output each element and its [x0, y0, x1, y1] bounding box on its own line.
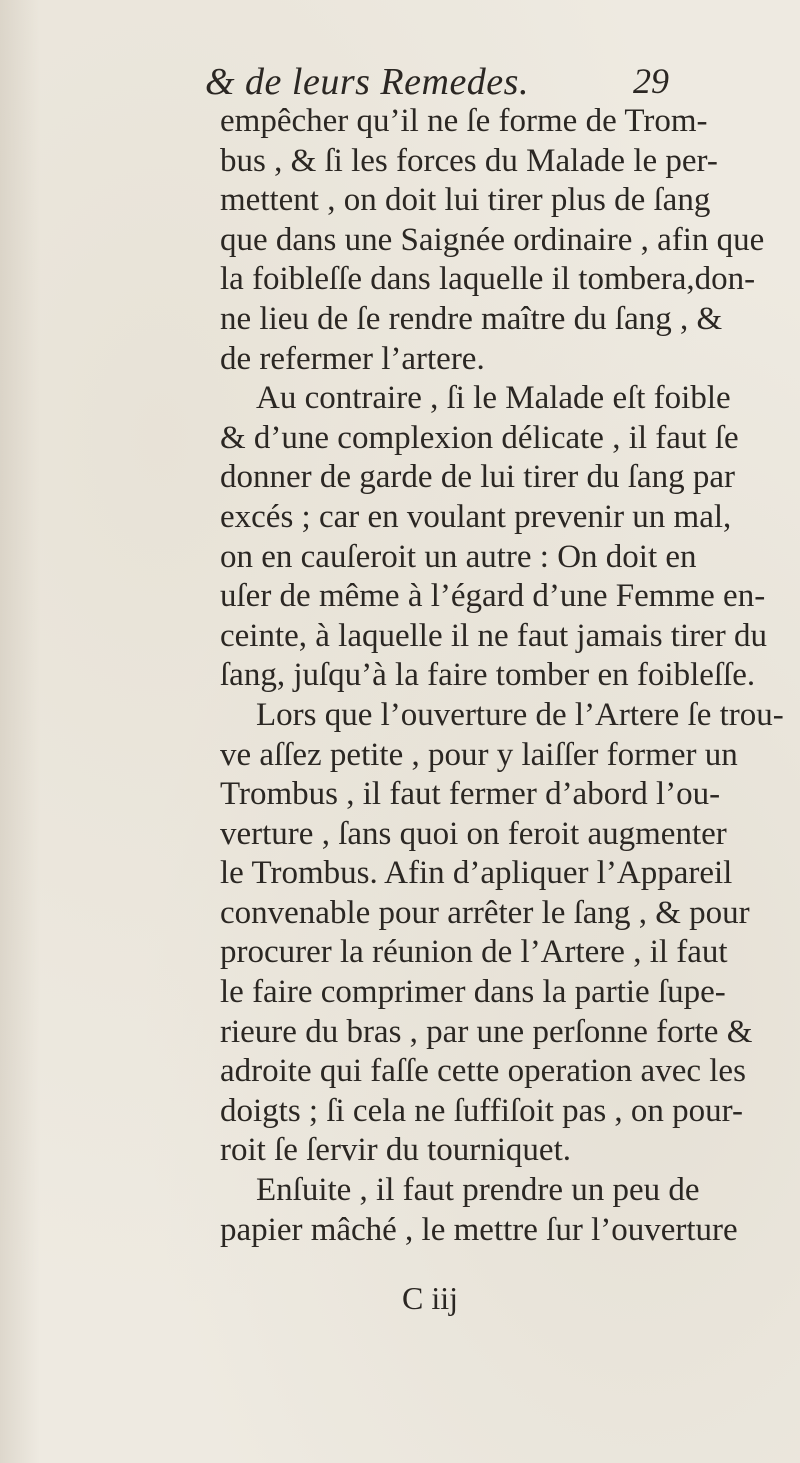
- text-line: papier mâché , le mettre ſur l’ouverture: [220, 1211, 738, 1248]
- page-edge-shadow: [0, 0, 40, 1463]
- text-line: on en cauſeroit un autre : On doit en: [220, 538, 697, 575]
- text-line: convenable pour arrêter le ſang , & pour: [220, 894, 750, 931]
- text-line: ſang, juſqu’à la faire tomber en foibleſſe.: [220, 657, 756, 694]
- text-line: de refermer l’artere.: [220, 340, 485, 377]
- text-line: la foibleſſe dans laquelle il tombera,don-: [220, 261, 756, 298]
- text-line: ne lieu de ſe rendre maître du ſang , &: [220, 300, 723, 337]
- text-line: roit ſe ſervir du tourniquet.: [220, 1132, 571, 1169]
- text-line: mettent , on doit lui tirer plus de ſang: [220, 182, 711, 219]
- text-line: ceinte, à laquelle il ne faut jamais tirer du: [220, 617, 768, 654]
- page-number: 29: [633, 61, 669, 101]
- text-line: ve aſſez petite , pour y laiſſer former un: [220, 736, 738, 773]
- text-line: excés ; car en voulant prevenir un mal,: [220, 498, 732, 535]
- running-title: & de leurs Remedes.: [205, 61, 529, 103]
- text-line: donner de garde de lui tirer du ſang par: [220, 459, 735, 496]
- text-line: rieure du bras , par une perſonne forte &: [220, 1013, 753, 1050]
- body-text: [220, 102, 784, 1250]
- text-line: Enſuite , il faut prendre un peu de: [256, 1172, 700, 1209]
- text-line: verture , ſans quoi on feroit augmenter: [220, 815, 727, 852]
- text-line: Lors que l’ouverture de l’Artere ſe trou-: [256, 696, 784, 733]
- text-line: & d’une complexion délicate , il faut ſe: [220, 419, 739, 456]
- text-line: que dans une Saignée ordinaire , afin que: [220, 221, 765, 258]
- text-line: procurer la réunion de l’Artere , il faut: [220, 934, 728, 971]
- text-line: Trombus , il faut fermer d’abord l’ou-: [220, 776, 721, 813]
- text-line: uſer de même à l’égard d’une Femme en-: [220, 578, 766, 615]
- text-line: adroite qui faſſe cette operation avec les: [220, 1053, 746, 1090]
- text-line: Au contraire , ſi le Malade eſt foible: [256, 380, 731, 417]
- text-line: le faire comprimer dans la partie ſupe-: [220, 974, 726, 1011]
- text-line: empêcher qu’il ne ſe forme de Trom-: [220, 103, 708, 139]
- signature-mark: C iij: [401, 1280, 458, 1316]
- text-line: le Trombus. Afin d’apliquer l’Appareil: [220, 855, 733, 892]
- text-line: bus , & ſi les forces du Malade le per-: [220, 142, 718, 179]
- text-line: doigts ; ſi cela ne ſuffiſoit pas , on pour-: [220, 1092, 743, 1129]
